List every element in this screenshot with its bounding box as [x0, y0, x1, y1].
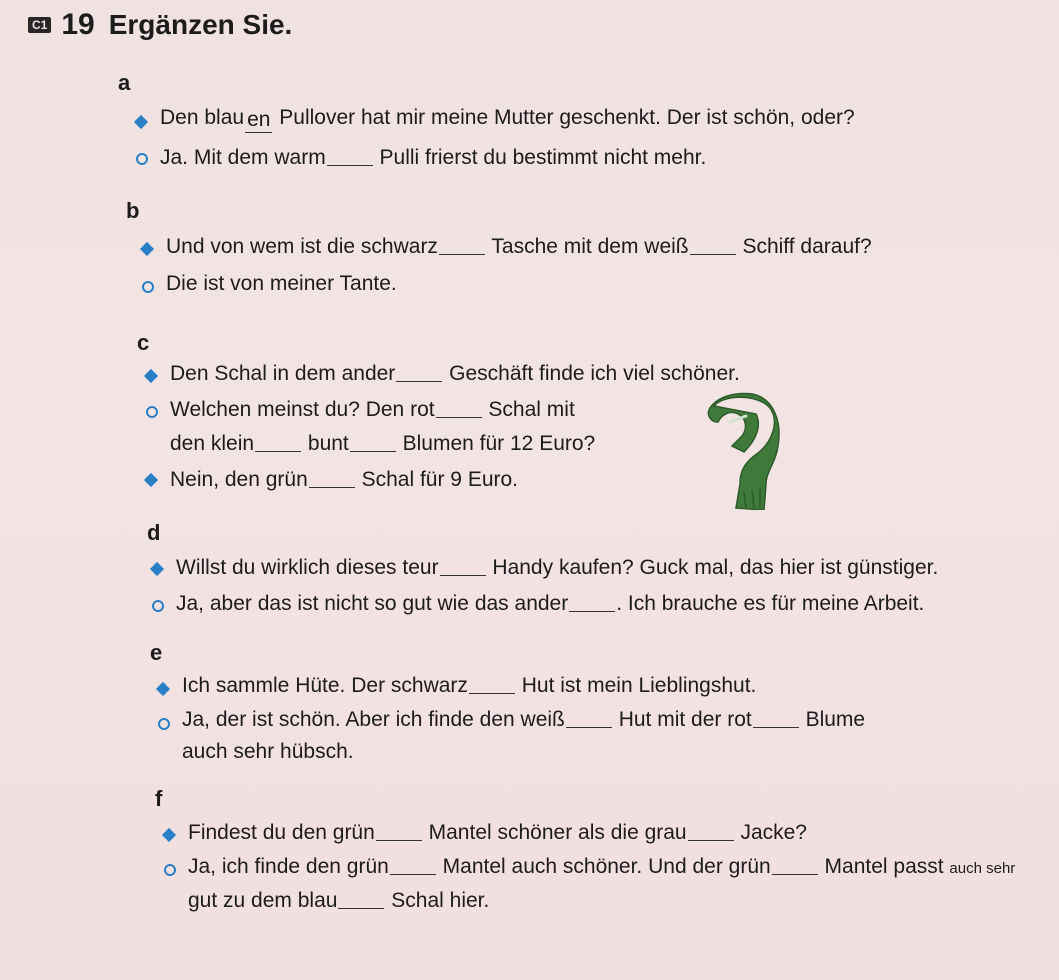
- circle-bullet-icon: [164, 864, 176, 876]
- answer-blank[interactable]: [772, 853, 818, 875]
- exercise-line-b2: Die ist von meiner Tante.: [166, 272, 397, 295]
- answer-blank[interactable]: [566, 706, 612, 728]
- diamond-bullet-icon: [144, 473, 158, 487]
- exercise-line-d2: Ja, aber das ist nicht so gut wie das ander . Ich brauche es für meine Arbeit.: [176, 592, 925, 615]
- diamond-bullet-icon: [156, 682, 170, 696]
- answer-blank[interactable]: [338, 887, 384, 909]
- exercise-line-a2: Ja. Mit dem warm Pulli frierst du bestimmt nicht mehr.: [160, 146, 707, 169]
- answer-blank[interactable]: [569, 590, 615, 612]
- exercise-line-c3: den klein bunt Blumen für 12 Euro?: [170, 432, 596, 455]
- section-letter-b: b: [126, 198, 140, 223]
- answer-blank[interactable]: [440, 554, 486, 576]
- answer-blank[interactable]: [255, 430, 301, 452]
- diamond-bullet-icon: [134, 115, 148, 129]
- answer-blank[interactable]: [436, 396, 482, 418]
- circle-bullet-icon: [158, 718, 170, 730]
- circle-bullet-icon: [136, 153, 148, 165]
- diamond-bullet-icon: [144, 369, 158, 383]
- exercise-line-e3: auch sehr hübsch.: [182, 740, 354, 763]
- exercise-line-f2: Ja, ich finde den grün Mantel auch schöner. Und der grün Mantel passt auch sehr: [188, 855, 1016, 878]
- scarf-icon: [700, 392, 780, 510]
- exercise-number: 19: [61, 8, 95, 41]
- diamond-bullet-icon: [140, 242, 154, 256]
- exercise-line-f1: Findest du den grün Mantel schöner als die grau Jacke?: [188, 821, 807, 844]
- answer-blank[interactable]: [690, 233, 736, 255]
- answer-blank[interactable]: [350, 430, 396, 452]
- exercise-line-e1: Ich sammle Hüte. Der schwarz Hut ist mein Lieblingshut.: [182, 674, 757, 697]
- circle-bullet-icon: [152, 600, 164, 612]
- answer-blank[interactable]: [469, 672, 515, 694]
- exercise-line-e2: Ja, der ist schön. Aber ich finde den weiß Hut mit der rot Blume: [182, 708, 866, 731]
- circle-bullet-icon: [146, 406, 158, 418]
- answer-blank[interactable]: [327, 144, 373, 166]
- answer-blank[interactable]: [390, 853, 436, 875]
- exercise-line-f3: gut zu dem blau Schal hier.: [188, 889, 490, 912]
- exercise-line-c4: Nein, den grün Schal für 9 Euro.: [170, 468, 519, 491]
- section-letter-e: e: [150, 640, 163, 665]
- exercise-line-d1: Willst du wirklich dieses teur Handy kaufen? Guck mal, das hier ist günstiger.: [176, 556, 939, 579]
- exercise-header: [28, 8, 292, 42]
- answer-blank[interactable]: [753, 706, 799, 728]
- circle-bullet-icon: [142, 281, 154, 293]
- diamond-bullet-icon: [162, 828, 176, 842]
- exercise-title: Ergänzen Sie.: [108, 9, 293, 40]
- section-letter-f: f: [155, 786, 163, 811]
- answer-blank[interactable]: [439, 233, 485, 255]
- answer-blank[interactable]: [688, 819, 734, 841]
- exercise-line-b1: Und von wem ist die schwarz Tasche mit dem weiß Schiff darauf?: [166, 235, 872, 258]
- section-letter-a: a: [118, 70, 131, 95]
- answer-blank[interactable]: [396, 360, 442, 382]
- exercise-line-c1: Den Schal in dem ander Geschäft finde ich viel schöner.: [170, 362, 740, 385]
- answer-blank[interactable]: [376, 819, 422, 841]
- exercise-line-a1: Den blau en Pullover hat mir meine Mutter geschenkt. Der ist schön, oder?: [160, 106, 855, 131]
- answer-blank[interactable]: [309, 466, 355, 488]
- section-letter-c: c: [137, 330, 150, 355]
- section-letter-d: d: [147, 520, 161, 545]
- level-badge: C1: [28, 17, 51, 33]
- answer-blank[interactable]: en: [247, 108, 271, 131]
- diamond-bullet-icon: [150, 562, 164, 576]
- exercise-line-c2: Welchen meinst du? Den rot Schal mit: [170, 398, 575, 421]
